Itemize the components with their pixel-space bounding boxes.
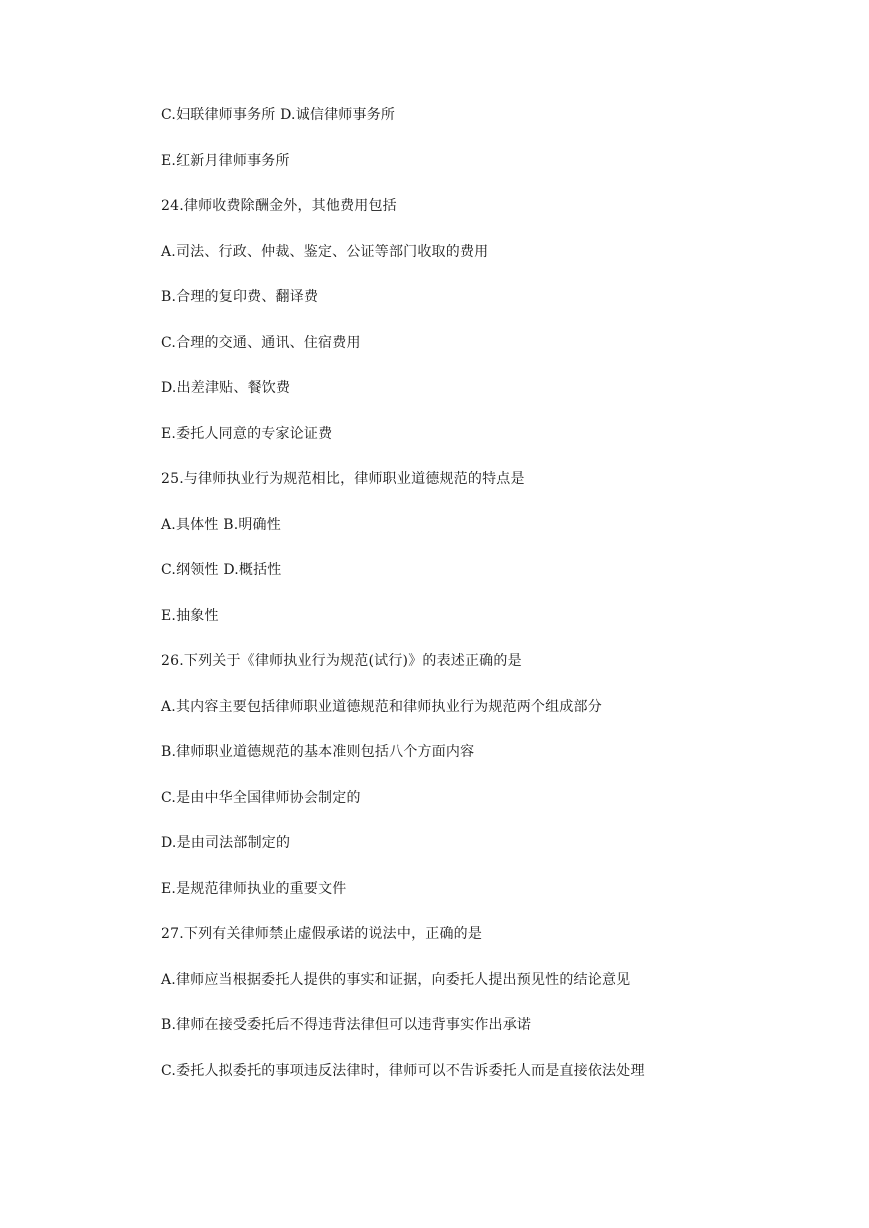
option-line: E.委托人同意的专家论证费 [161, 426, 333, 442]
option-line: C.合理的交通、通讯、住宿费用 [161, 335, 361, 351]
option-line: A.律师应当根据委托人提供的事实和证据，向委托人提出预见性的结论意见 [161, 972, 631, 988]
option-line: A.司法、行政、仲裁、鉴定、公证等部门收取的费用 [161, 244, 489, 260]
option-line: E.红新月律师事务所 [161, 153, 290, 169]
option-line: E.是规范律师执业的重要文件 [161, 881, 347, 897]
option-line: B.律师在接受委托后不得违背法律但可以违背事实作出承诺 [161, 1017, 532, 1033]
option-line: C.纲领性 D.概括性 [161, 562, 282, 578]
option-line: E.抽象性 [161, 608, 219, 624]
option-line: D.是由司法部制定的 [161, 835, 291, 851]
question-24: 24.律师收费除酬金外，其他费用包括 [161, 198, 397, 214]
option-line: C.是由中华全国律师协会制定的 [161, 790, 361, 806]
option-line: B.律师职业道德规范的基本准则包括八个方面内容 [161, 744, 475, 760]
option-line: B.合理的复印费、翻译费 [161, 289, 319, 305]
option-line: A.具体性 B.明确性 [161, 517, 281, 533]
question-27: 27.下列有关律师禁止虚假承诺的说法中，正确的是 [161, 926, 483, 942]
option-line: C.妇联律师事务所 D.诚信律师事务所 [161, 107, 396, 123]
option-line: C.委托人拟委托的事项违反法律时，律师可以不告诉委托人而是直接依法处理 [161, 1063, 645, 1079]
option-line: D.出差津贴、餐饮费 [161, 380, 291, 396]
question-26: 26.下列关于《律师执业行为规范(试行)》的表述正确的是 [161, 653, 522, 669]
question-25: 25.与律师执业行为规范相比，律师职业道德规范的特点是 [161, 471, 525, 487]
option-line: A.其内容主要包括律师职业道德规范和律师执业行为规范两个组成部分 [161, 699, 602, 715]
